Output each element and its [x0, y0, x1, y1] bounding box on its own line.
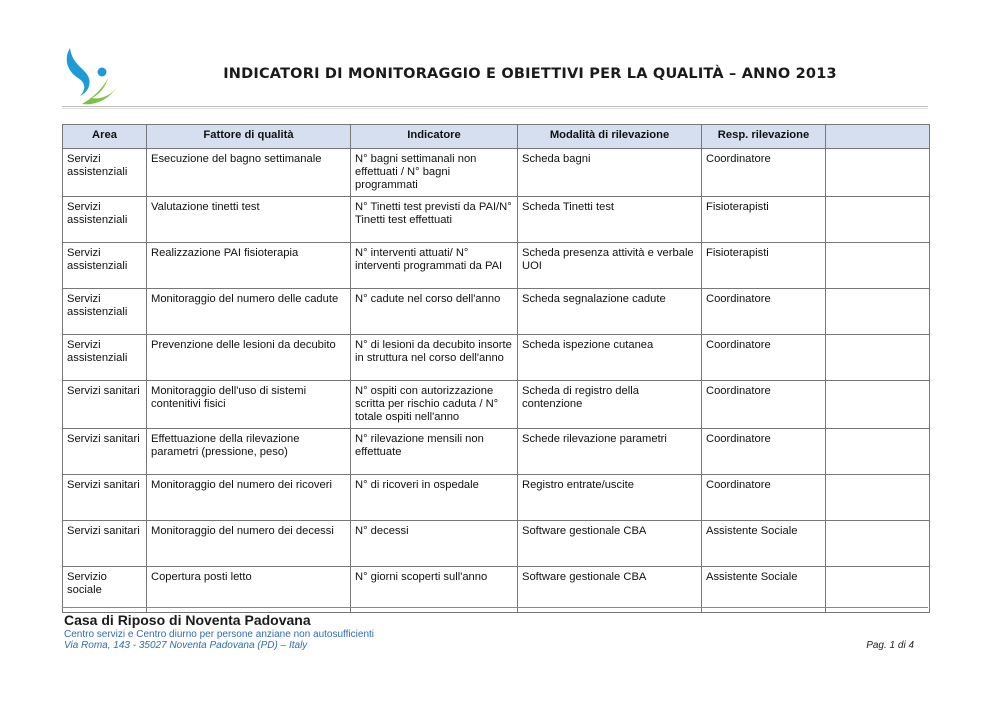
cell-responsible: Assistente Sociale [702, 521, 826, 567]
cell-quality-factor: Monitoraggio del numero dei decessi [147, 521, 351, 567]
table-row [63, 521, 930, 567]
cell-indicator: N° di ricoveri in ospedale [351, 475, 518, 521]
cell-indicator: N° cadute nel corso dell'anno [351, 289, 518, 335]
cell-extra [826, 289, 930, 335]
cell-detection-method: Registro entrate/uscite [518, 475, 702, 521]
cell-responsible: Coordinatore [702, 335, 826, 381]
cell-detection-method: Software gestionale CBA [518, 567, 702, 613]
cell-extra [826, 335, 930, 381]
cell-area: Servizi sanitari [63, 429, 147, 475]
cell-responsible: Fisioterapisti [702, 197, 826, 243]
cell-quality-factor: Prevenzione delle lesioni da decubito [147, 335, 351, 381]
cell-quality-factor: Copertura posti letto [147, 567, 351, 613]
column-header-detection-method: Modalità di rilevazione [518, 125, 702, 149]
cell-extra [826, 567, 930, 613]
column-header-quality-factor: Fattore di qualità [147, 125, 351, 149]
cell-responsible: Coordinatore [702, 289, 826, 335]
table-row [63, 289, 930, 335]
cell-extra [826, 475, 930, 521]
page-title: INDICATORI DI MONITORAGGIO E OBIETTIVI PER LA QUALITÀ – ANNO 2013 [223, 66, 837, 82]
footer-subtitle: Centro servizi e Centro diurno per persone anziane non autosufficienti [64, 629, 374, 640]
cell-responsible: Coordinatore [702, 149, 826, 197]
footer-divider [62, 607, 928, 608]
cell-area: Servizio sociale [63, 567, 147, 613]
cell-indicator: N° decessi [351, 521, 518, 567]
column-header-extra [826, 125, 930, 149]
cell-area: Servizi assistenziali [63, 335, 147, 381]
cell-quality-factor: Monitoraggio dell'uso di sistemi contenitivi fisici [147, 381, 351, 429]
cell-indicator: N° di lesioni da decubito insorte in struttura nel corso dell'anno [351, 335, 518, 381]
cell-extra [826, 429, 930, 475]
cell-area: Servizi sanitari [63, 381, 147, 429]
footer-address: Via Roma, 143 - 35027 Noventa Padovana (PD) – Italy [64, 640, 308, 651]
column-header-area: Area [63, 125, 147, 149]
cell-responsible: Fisioterapisti [702, 243, 826, 289]
cell-detection-method: Scheda Tinetti test [518, 197, 702, 243]
logo-dot [98, 68, 107, 77]
cell-area: Servizi sanitari [63, 521, 147, 567]
cell-indicator: N° ospiti con autorizzazione scritta per rischio caduta / N° totale ospiti nell'anno [351, 381, 518, 429]
table-row [63, 243, 930, 289]
cell-responsible: Coordinatore [702, 381, 826, 429]
cell-quality-factor: Monitoraggio del numero delle cadute [147, 289, 351, 335]
table-row [63, 429, 930, 475]
table-row [63, 381, 930, 429]
table-header-row [63, 125, 930, 149]
cell-extra [826, 381, 930, 429]
cell-extra [826, 521, 930, 567]
cell-quality-factor: Effettuazione della rilevazione parametri (pressione, peso) [147, 429, 351, 475]
table-row [63, 335, 930, 381]
cell-indicator: N° Tinetti test previsti da PAI/N° Tinetti test effettuati [351, 197, 518, 243]
quality-indicators-table [62, 124, 930, 613]
page-number: Pag. 1 di 4 [866, 640, 914, 651]
cell-indicator: N° interventi attuati/ N° interventi programmati da PAI [351, 243, 518, 289]
table-row [63, 567, 930, 613]
cell-area: Servizi assistenziali [63, 243, 147, 289]
cell-responsible: Assistente Sociale [702, 567, 826, 613]
cell-indicator: N° bagni settimanali non effettuati / N° bagni programmati [351, 149, 518, 197]
cell-detection-method: Scheda ispezione cutanea [518, 335, 702, 381]
cell-responsible: Coordinatore [702, 475, 826, 521]
table-row [63, 197, 930, 243]
cell-extra [826, 197, 930, 243]
logo-blue-stroke [67, 48, 90, 96]
cell-quality-factor: Monitoraggio del numero dei ricoveri [147, 475, 351, 521]
cell-detection-method: Software gestionale CBA [518, 521, 702, 567]
cell-area: Servizi sanitari [63, 475, 147, 521]
cell-indicator: N° rilevazione mensili non effettuate [351, 429, 518, 475]
cell-area: Servizi assistenziali [63, 289, 147, 335]
cell-detection-method: Scheda di registro della contenzione [518, 381, 702, 429]
column-header-indicator: Indicatore [351, 125, 518, 149]
cell-detection-method: Schede rilevazione parametri [518, 429, 702, 475]
cell-quality-factor: Valutazione tinetti test [147, 197, 351, 243]
organization-logo-icon [62, 44, 124, 110]
table-row [63, 475, 930, 521]
cell-quality-factor: Esecuzione del bagno settimanale [147, 149, 351, 197]
cell-detection-method: Scheda bagni [518, 149, 702, 197]
cell-extra [826, 149, 930, 197]
cell-area: Servizi assistenziali [63, 149, 147, 197]
cell-quality-factor: Realizzazione PAI fisioterapia [147, 243, 351, 289]
header-divider-secondary [62, 108, 928, 109]
header-divider [62, 106, 928, 107]
cell-detection-method: Scheda presenza attività e verbale UOI [518, 243, 702, 289]
footer-company-name: Casa di Riposo di Noventa Padovana [64, 612, 311, 628]
table-row [63, 149, 930, 197]
cell-extra [826, 243, 930, 289]
column-header-responsible: Resp. rilevazione [702, 125, 826, 149]
cell-indicator: N° giorni scoperti sull'anno [351, 567, 518, 613]
cell-area: Servizi assistenziali [63, 197, 147, 243]
cell-responsible: Coordinatore [702, 429, 826, 475]
cell-detection-method: Scheda segnalazione cadute [518, 289, 702, 335]
